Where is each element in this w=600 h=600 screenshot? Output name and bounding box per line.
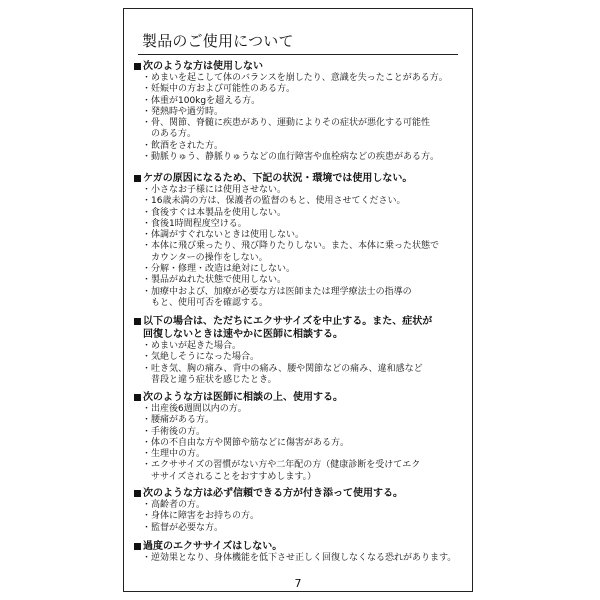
list-item: ・小さなお子様には使用させない。: [142, 185, 287, 195]
list-item: ・吐き気、胸の痛み、背中の痛み、腰や関節などの痛み、違和感など: [142, 363, 423, 374]
section-heading: 過度のエクササイズはしない。: [134, 540, 464, 553]
list-item: ・飲酒をされた方。: [142, 140, 224, 151]
list-item: ・めまいが起きた場合。: [142, 341, 242, 351]
list-item: ・エクササイズの習慣がない方や二年配の方（健康診断を受けてエク: [142, 460, 421, 471]
list-item: ・動脈りゅう、静脈りゅうなどの血行障害や血栓病などの疾患がある方。: [142, 152, 440, 163]
list-item: ・身体に障害をお持ちの方。: [142, 511, 260, 522]
list-item: ・めまいを起こして体のバランスを崩したり、意識を失ったことがある方。: [142, 73, 448, 83]
square-bullet-icon: [134, 543, 141, 550]
square-bullet-icon: [134, 175, 141, 182]
section-heading: 次のような方は必ず信頼できる方が付き添って使用する。: [134, 487, 464, 500]
list-item: ・生理中の方。: [142, 449, 206, 460]
list-item: ・逆効果となり、身体機能を低下させ正しく回復しなくなる恐れがあります。: [142, 553, 457, 563]
list-item: のある方。: [142, 129, 197, 140]
item-list: [134, 553, 464, 564]
section-heading: 以下の場合は、ただちにエクササイズを中止する。また、症状が 回復しないときは速やかに医師に相談する。: [134, 315, 464, 341]
list-item: ・加療中および、加療が必要な方は医師または理学療法士の指導の: [142, 286, 412, 297]
manual-page: [123, 8, 473, 592]
list-item: ・体調がすぐれないときは使用しない。: [142, 230, 305, 241]
item-list: [134, 73, 464, 163]
section-accompanied-use: [134, 487, 464, 534]
list-item: ・16歳未満の方は、保護者の監督のもと、使用させてください。: [142, 196, 406, 207]
list-item: ・監督が必要な方。: [142, 522, 224, 533]
list-item: ・発熱時や過労時。: [142, 106, 224, 117]
square-bullet-icon: [134, 394, 141, 401]
section-stop-exercise: [134, 315, 464, 386]
title-underline: [138, 54, 458, 55]
list-item: ・製品がぬれた状態で使用しない。: [142, 275, 287, 286]
section-no-overexercise: [134, 540, 464, 564]
square-bullet-icon: [134, 490, 141, 497]
item-list: [134, 341, 464, 386]
list-item: ・高齢者の方。: [142, 500, 206, 510]
section-heading: 次のような方は使用しない: [134, 60, 464, 73]
section-heading: 次のような方は医師に相談の上、使用する。: [134, 391, 464, 404]
list-item: ・体重が100kgを超える方。: [142, 95, 261, 106]
item-list: [134, 404, 464, 483]
square-bullet-icon: [134, 318, 141, 325]
square-bullet-icon: [134, 63, 141, 70]
section-not-for-use: [134, 60, 464, 163]
list-item: ・骨、関節、脊髄に疾患があり、運動によりその症状が悪化する可能性: [142, 118, 431, 129]
list-item: ・本体に飛び乗ったり、飛び降りたりしない。また、本体に乗った状態で: [142, 241, 440, 252]
item-list: [134, 185, 464, 309]
list-item: ・食後1時間程度空ける。: [142, 218, 247, 229]
list-item: もと、使用可否を確認する。: [142, 297, 269, 308]
section-consult-doctor: [134, 391, 464, 483]
list-item: ササイズされることをおすすめします。）: [142, 471, 317, 482]
section-heading: ケガの原因になるため、下記の状況・環境では使用しない。: [134, 172, 464, 185]
list-item: ・分解・修理・改造は絶対にしない。: [142, 264, 296, 275]
list-item: ・食後すぐは本製品を使用しない。: [142, 207, 287, 218]
section-injury-conditions: [134, 172, 464, 309]
list-item: ・腰痛がある方。: [142, 415, 215, 426]
list-item: ・妊娠中の方および可能性のある方。: [142, 84, 296, 95]
page-title: 製品のご使用について: [142, 32, 294, 50]
list-item: ・気絶しそうになった場合。: [142, 352, 260, 363]
list-item: ・手術後の方。: [142, 426, 206, 437]
page-number: 7: [294, 577, 302, 590]
list-item: ・体の不自由な方や関節や筋などに傷害がある方。: [142, 437, 350, 448]
item-list: [134, 500, 464, 534]
list-item: 普段と違う症状を感じたとき。: [142, 374, 277, 385]
list-item: カウンターの操作をしない。: [142, 252, 268, 263]
list-item: ・出産後6週間以内の方。: [142, 404, 247, 414]
